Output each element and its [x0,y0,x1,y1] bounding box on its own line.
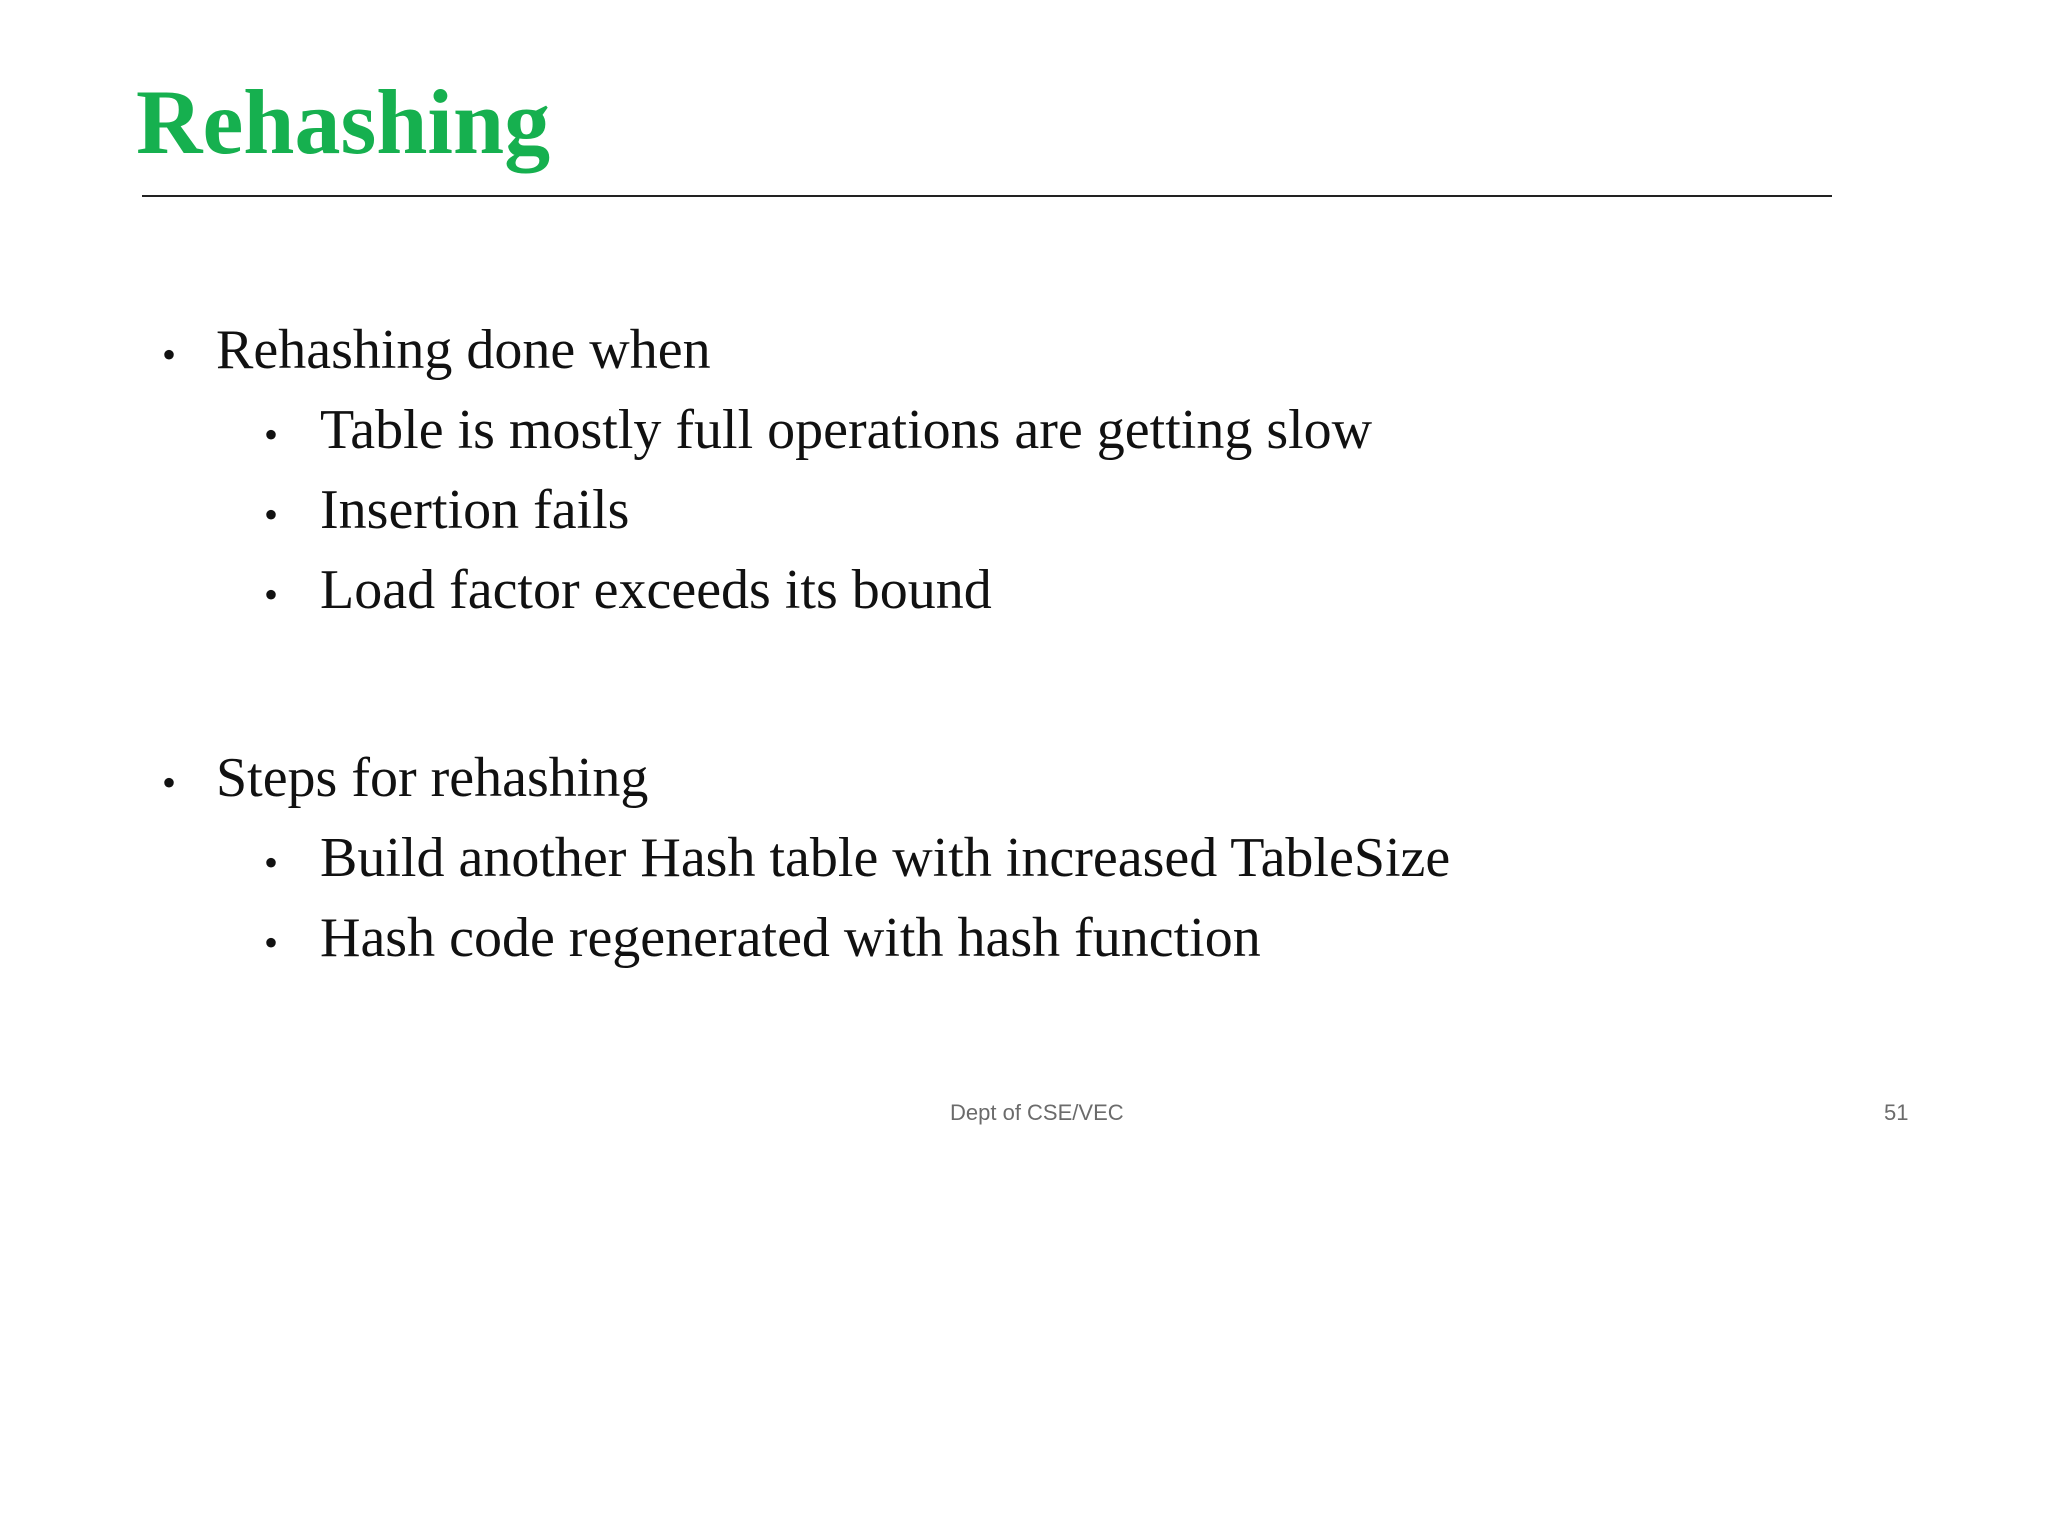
title-divider [142,195,1832,197]
bullet-icon: • [162,760,177,805]
sub-bullet-text: Insertion fails [320,479,630,541]
footer-department: Dept of CSE/VEC [950,1100,1124,1125]
sub-bullet-text: Hash code regenerated with hash function [320,907,1261,969]
sub-bullet-text: Build another Hash table with increased TableSize [320,827,1451,889]
sub-bullet-text: Load factor exceeds its bound [320,559,992,621]
footer-page-number: 51 [1884,1100,1909,1125]
sub-bullet-text: Table is mostly full operations are getting slow [320,399,1373,461]
sub-bullet-table-full [264,398,1372,462]
sub-bullet-insertion-fails [264,478,629,542]
sub-bullet-hash-code [264,906,1261,970]
bullet-text: Steps for rehashing [216,747,649,809]
bullet-steps-for-rehashing [162,746,648,810]
bullet-icon: • [264,572,279,617]
bullet-icon: • [264,840,279,885]
bullet-icon: • [264,920,279,965]
bullet-text: Rehashing done when [216,319,711,381]
bullet-icon: • [264,412,279,457]
bullet-rehashing-done-when [162,318,711,382]
sub-bullet-build-table [264,826,1450,890]
sub-bullet-load-factor [264,558,992,622]
slide-title: Rehashing [136,71,551,173]
bullet-icon: • [264,492,279,537]
bullet-icon: • [162,332,177,377]
